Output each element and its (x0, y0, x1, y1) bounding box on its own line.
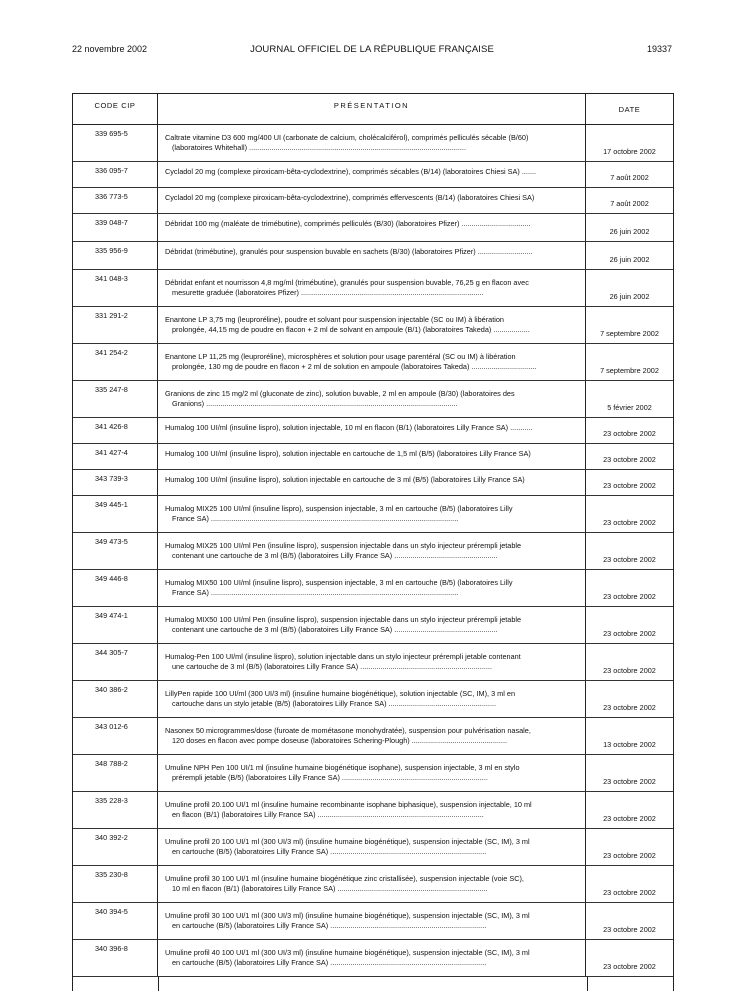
presentation-text (158, 570, 586, 606)
table-row (73, 270, 673, 307)
presentation-line: prolongée, 130 mg de poudre en flacon + 2 ml de solution en ampoule (laboratoires Takeda) ................................ (172, 362, 537, 371)
presentation-line: Cycladol 20 mg (complexe piroxicam-bêta-cyclodextrine), comprimés sécables (B/14) (laboratoires Chiesi SA) ....... (165, 167, 537, 176)
cip-code: 349 473-5 (73, 533, 158, 569)
cip-code: 349 474-1 (73, 607, 158, 643)
table-row (73, 607, 673, 644)
publication-date: 17 octobre 2002 (603, 147, 656, 156)
publication-date: 23 octobre 2002 (603, 925, 656, 934)
publication-date: 7 septembre 2002 (600, 329, 659, 338)
presentation-table (72, 93, 674, 991)
presentation-text (158, 718, 586, 754)
column-header-presentation: PRÉSENTATION (158, 94, 586, 124)
presentation-line: contenant une cartouche de 3 ml (B/5) (laboratoires Lilly France SA) ................................................... (172, 625, 498, 634)
presentation-text (158, 344, 586, 380)
presentation-line: en cartouche (B/5) (laboratoires Lilly France SA) ............................................................................. (172, 921, 487, 930)
cip-code: 349 446-8 (73, 570, 158, 606)
publication-date: 23 octobre 2002 (603, 629, 656, 638)
presentation-line: Humalog MIX25 100 UI/ml Pen (insuline lispro), suspension injectable dans un stylo injecteur prérempli jetable (165, 541, 522, 550)
presentation-line: en flacon (B/1) (laboratoires Lilly France SA) .................................................................................. (172, 810, 484, 819)
table-row (73, 940, 673, 977)
presentation-text (158, 940, 586, 976)
presentation-line: 120 doses en flacon avec pompe doseuse (laboratoires Schering-Plough) ............................................... (172, 736, 508, 745)
presentation-line: LillyPen rapide 100 UI/ml (300 UI/3 ml) (insuline humaine biogénétique), solution injectable (SC, IM), 3 ml en (165, 689, 516, 698)
cip-code: 335 230-8 (73, 866, 158, 902)
presentation-text (158, 242, 586, 269)
presentation-text (158, 607, 586, 643)
publication-date: 23 octobre 2002 (603, 481, 656, 490)
presentation-line: Granions de zinc 15 mg/2 ml (gluconate de zinc), solution buvable, 2 ml en ampoule (B/30) (laboratoires des (165, 389, 515, 398)
presentation-text (158, 418, 586, 443)
presentation-line: Umuline profil 40 100 UI/1 ml (300 UI/3 ml) (insuline humaine biogénétique), suspension injectable (SC, IM), 3 ml (165, 948, 530, 957)
presentation-text (158, 644, 586, 680)
page-number: 19337 (646, 44, 672, 54)
header-date: 22 novembre 2002 (72, 44, 148, 54)
presentation-line: Umuline NPH Pen 100 UI/1 ml (insuline humaine biogénétique isophane), suspension injectable, 3 ml en stylo (165, 763, 520, 772)
presentation-line: Humalog MIX50 100 UI/ml Pen (insuline lispro), suspension injectable dans un stylo injecteur prérempli jetable (165, 615, 522, 624)
cip-code: 339 048-7 (73, 214, 158, 241)
presentation-line: en cartouche (B/5) (laboratoires Lilly France SA) ............................................................................. (172, 958, 487, 967)
table-row (73, 344, 673, 381)
presentation-text (158, 829, 586, 865)
cip-code: 343 739-3 (73, 470, 158, 495)
publication-date: 23 octobre 2002 (603, 555, 656, 564)
presentation-line: Humalog-Pen 100 UI/ml (insuline lispro), solution injectable dans un stylo injecteur prérempli jetable contenant (165, 652, 521, 661)
presentation-line: Humalog 100 UI/ml (insuline lispro), solution injectable, 10 ml en flacon (B/1) (laboratoires Lilly France SA) ........... (165, 423, 533, 432)
cip-code: 340 386-2 (73, 681, 158, 717)
table-row (73, 644, 673, 681)
presentation-line: Humalog MIX50 100 UI/ml (insuline lispro), suspension injectable, 3 ml en cartouche (B/5) (laboratoires Lilly (165, 578, 513, 587)
presentation-line: Enantone LP 11,25 mg (leuproréline), microsphères et solution pour usage parentéral (SC ou IM) à libération (165, 352, 516, 361)
table-row (73, 866, 673, 903)
publication-date: 13 octobre 2002 (603, 740, 656, 749)
presentation-text (158, 307, 586, 343)
publication-date: 23 octobre 2002 (603, 592, 656, 601)
cip-code: 343 012-6 (73, 718, 158, 754)
presentation-line: France SA) .......................................................................................................................... (172, 588, 459, 597)
table-header (73, 94, 673, 125)
publication-date: 26 juin 2002 (609, 292, 650, 301)
presentation-line: Débridat (trimébutine), granulés pour suspension buvable en sachets (B/30) (laboratoires Pfizer) ........................... (165, 247, 533, 256)
presentation-line: Humalog MIX25 100 UI/ml (insuline lispro), suspension injectable, 3 ml en cartouche (B/5) (laboratoires Lilly (165, 504, 513, 513)
presentation-line: Granions) ............................................................................................................................ (172, 399, 458, 408)
presentation-line: Caltrate vitamine D3 600 mg/400 UI (carbonate de calcium, cholécalciférol), comprimés pelliculés sécable (B/60) (165, 133, 529, 142)
cip-code: 348 788-2 (73, 755, 158, 791)
presentation-line: 10 ml en flacon (B/1) (laboratoires Lilly France SA) .......................................................................... (172, 884, 488, 893)
presentation-line: Umuline profil 30 100 UI/1 ml (300 UI/3 ml) (insuline humaine biogénétique), suspension injectable (SC, IM), 3 ml (165, 911, 530, 920)
table-row (73, 381, 673, 418)
presentation-line: Humalog 100 UI/ml (insuline lispro), solution injectable en cartouche de 1,5 ml (B/5) (laboratoires Lilly France SA) (165, 449, 531, 458)
presentation-line: Nasonex 50 microgrammes/dose (furoate de mométasone monohydratée), suspension pour pulvérisation nasale, (165, 726, 531, 735)
table-row (73, 755, 673, 792)
table-row (73, 188, 673, 214)
table-body (73, 125, 673, 977)
publication-date: 26 juin 2002 (609, 227, 650, 236)
table-row (73, 903, 673, 940)
table-row (73, 681, 673, 718)
presentation-text (158, 681, 586, 717)
cip-code: 331 291-2 (73, 307, 158, 343)
cip-code: 335 247-8 (73, 381, 158, 417)
column-header-code: CODE CIP (73, 94, 158, 124)
presentation-line: Umuline profil 30 100 UI/1 ml (insuline humaine biogénétique zinc cristallisée), suspension injectable (voie SC), (165, 874, 524, 883)
table-row (73, 470, 673, 496)
cip-code: 340 392-2 (73, 829, 158, 865)
publication-date: 23 octobre 2002 (603, 703, 656, 712)
table-row (73, 829, 673, 866)
publication-date: 7 août 2002 (610, 173, 649, 182)
presentation-line: (laboratoires Whitehall) ........................................................................................................... (172, 143, 466, 152)
table-row (73, 533, 673, 570)
table-row (73, 418, 673, 444)
cip-code: 341 048-3 (73, 270, 158, 306)
publication-date: 23 octobre 2002 (603, 851, 656, 860)
publication-date: 23 octobre 2002 (603, 518, 656, 527)
cip-code: 335 956-9 (73, 242, 158, 269)
table-row (73, 214, 673, 242)
table-row (73, 792, 673, 829)
table-row (73, 125, 673, 162)
cip-code: 349 445-1 (73, 496, 158, 532)
cip-code: 341 426-8 (73, 418, 158, 443)
presentation-text (158, 444, 586, 469)
table-row (73, 307, 673, 344)
cip-code: 335 228-3 (73, 792, 158, 828)
column-header-date: DATE (618, 105, 641, 114)
table-row (73, 718, 673, 755)
cip-code: 341 427-4 (73, 444, 158, 469)
presentation-text (158, 866, 586, 902)
cip-code: 336 773-5 (73, 188, 158, 213)
presentation-text (158, 214, 586, 241)
presentation-text (158, 270, 586, 306)
presentation-text (158, 162, 586, 187)
presentation-line: Débridat 100 mg (maléate de trimébutine), comprimés pelliculés (B/30) (laboratoires Pfizer) .................................. (165, 219, 531, 228)
publication-date: 7 août 2002 (610, 199, 649, 208)
presentation-line: Umuline profil 20 100 UI/1 ml (300 UI/3 ml) (insuline humaine biogénétique), suspension injectable (SC, IM), 3 ml (165, 837, 530, 846)
publication-date: 23 octobre 2002 (603, 429, 656, 438)
publication-date: 26 juin 2002 (609, 255, 650, 264)
table-row (73, 162, 673, 188)
page-header (72, 44, 672, 58)
publication-date: 23 octobre 2002 (603, 777, 656, 786)
presentation-text (158, 755, 586, 791)
cip-code: 339 695-5 (73, 125, 158, 161)
presentation-line: mesurette graduée (laboratoires Pfizer) .......................................................................................... (172, 288, 484, 297)
publication-date: 23 octobre 2002 (603, 814, 656, 823)
publication-date: 23 octobre 2002 (603, 888, 656, 897)
presentation-line: une cartouche de 3 ml (B/5) (laboratoires Lilly France SA) ................................................................. (172, 662, 492, 671)
publication-date: 23 octobre 2002 (603, 962, 656, 971)
presentation-line: en cartouche (B/5) (laboratoires Lilly France SA) ............................................................................. (172, 847, 487, 856)
presentation-text (158, 903, 586, 939)
presentation-line: Débridat enfant et nourrisson 4,8 mg/ml (trimébutine), granulés pour suspension buvable, 76,25 g en flacon avec (165, 278, 529, 287)
presentation-text (158, 188, 586, 213)
publication-date: 23 octobre 2002 (603, 455, 656, 464)
cip-code: 336 095-7 (73, 162, 158, 187)
presentation-line: Cycladol 20 mg (complexe piroxicam-bêta-cyclodextrine), comprimés effervescents (B/14) (laboratoires Chiesi SA) (165, 193, 535, 202)
presentation-line: Umuline profil 20.100 UI/1 ml (insuline humaine recombinante isophane biphasique), suspension injectable, 10 ml (165, 800, 532, 809)
table-row (73, 496, 673, 533)
table-row (73, 444, 673, 470)
presentation-line: cartouche dans un stylo jetable (B/5) (laboratoires Lilly France SA) ..................................................... (172, 699, 497, 708)
presentation-text (158, 496, 586, 532)
presentation-line: prolongée, 44,15 mg de poudre en flacon + 2 ml de solvant en ampoule (B/1) (laboratoires Takeda) .................. (172, 325, 530, 334)
cip-code: 344 305-7 (73, 644, 158, 680)
presentation-line: France SA) .......................................................................................................................... (172, 514, 459, 523)
presentation-text (158, 125, 586, 161)
publication-date: 23 octobre 2002 (603, 666, 656, 675)
cip-code: 340 396-8 (73, 940, 158, 976)
presentation-text (158, 792, 586, 828)
publication-date: 7 septembre 2002 (600, 366, 659, 375)
presentation-line: contenant une cartouche de 3 ml (B/5) (laboratoires Lilly France SA) ................................................... (172, 551, 498, 560)
publication-date: 5 février 2002 (607, 403, 652, 412)
presentation-text (158, 533, 586, 569)
table-row (73, 242, 673, 270)
presentation-line: Enantone LP 3,75 mg (leuproréline), poudre et solvant pour suspension injectable (SC ou IM) à libération (165, 315, 504, 324)
cip-code: 341 254-2 (73, 344, 158, 380)
journal-title: JOURNAL OFFICIEL DE LA RÉPUBLIQUE FRANÇAISE (250, 44, 494, 55)
presentation-text (158, 381, 586, 417)
presentation-line: Humalog 100 UI/ml (insuline lispro), solution injectable en cartouche de 3 ml (B/5) (laboratoires Lilly France SA) (165, 475, 525, 484)
table-row (73, 570, 673, 607)
presentation-line: prérempli jetable (B/5) (laboratoires Lilly France SA) ........................................................................ (172, 773, 488, 782)
table-tail (73, 977, 673, 991)
cip-code: 340 394-5 (73, 903, 158, 939)
presentation-text (158, 470, 586, 495)
